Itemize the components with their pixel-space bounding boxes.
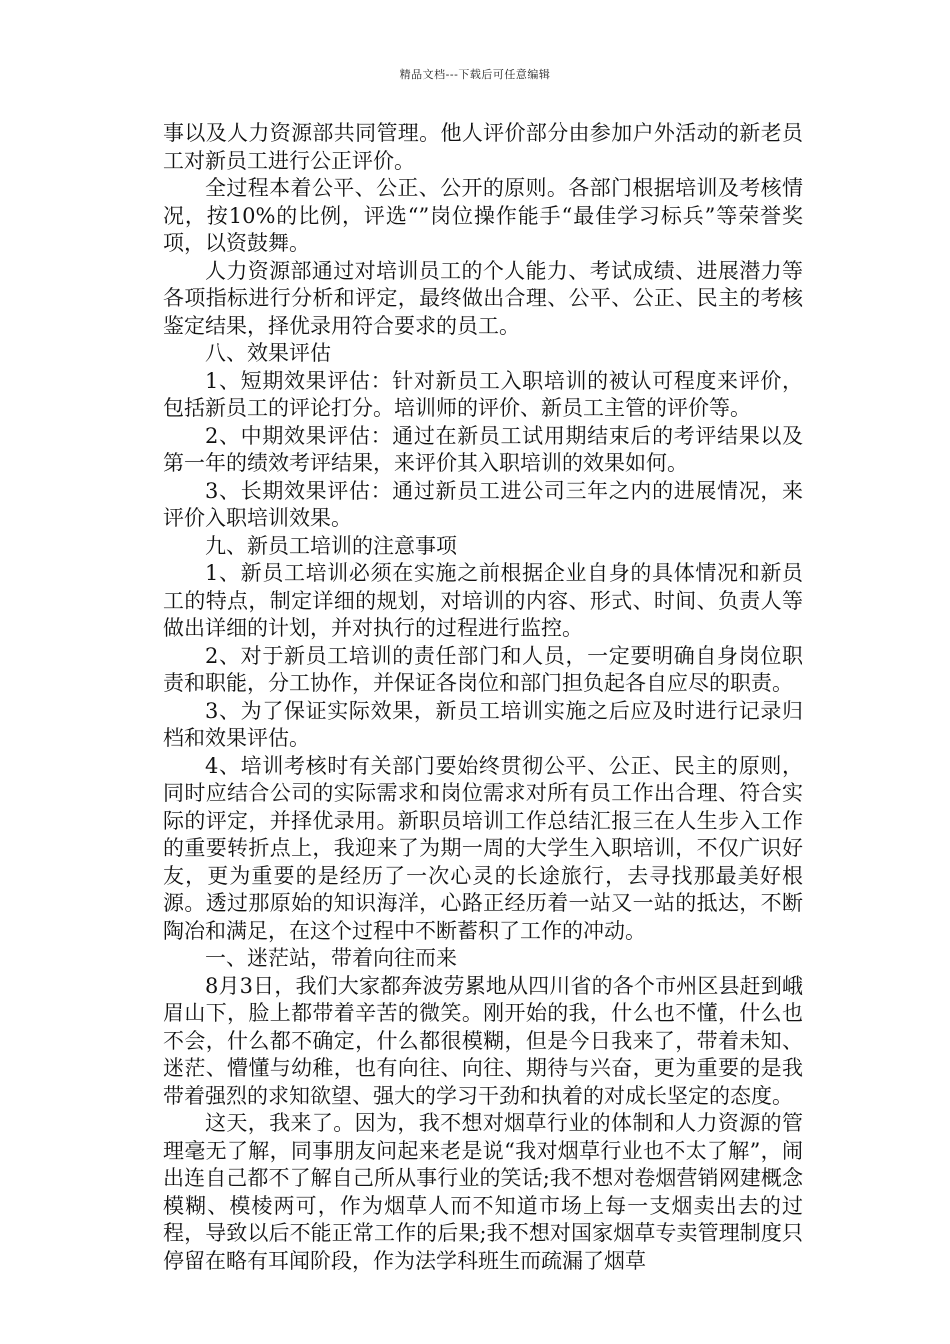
paragraph: 3、为了保证实际效果，新员工培训实施之后应及时进行记录归档和效果评估。 [163,698,803,750]
page-header: 精品文档---下载后可任意编辑 [399,68,551,81]
paragraph: 人力资源部通过对培训员工的个人能力、考试成绩、进展潜力等各项指标进行分析和评定，最终做出合理、公平、公正、民主的考核鉴定结果，择优录用符合要求的员工。 [163,258,803,338]
section-heading: 九、新员工培训的注意事项 [205,533,457,558]
paragraph: 这天，我来了。因为，我不想对烟草行业的体制和人力资源的管理毫无了解，同事朋友问起来老是说“我对烟草行业也不太了解”，闹出连自己都不了解自己所从事行业的笑话;我不想对卷烟营销网建概念模糊、模棱两可，作为烟草人而不知道市场上每一支烟卖出去的过程，导致以后不能正常工作的后果;我不想对国家烟草专卖管理制度只停留在略有耳闻阶段，作为法学科班生而疏漏了烟草 [163,1111,803,1273]
paragraph: 4、培训考核时有关部门要始终贯彻公平、公正、民主的原则，同时应结合公司的实际需求和岗位需求对所有员工作出合理、符合实际的评定，并择优录用。新职员培训工作总结汇报三在人生步入工作的重要转折点上，我迎来了为期一周的大学生入职培训，不仅广识好友，更为重要的是经历了一次心灵的长途旅行，去寻找那最美好根源。透过那原始的知识海洋，心路正经历着一站又一站的抵达，不断陶冶和满足，在这个过程中不断蓄积了工作的冲动。 [163,753,803,943]
section-heading: 八、效果评估 [205,341,331,365]
document-body [163,120,803,1275]
section-heading: 一、迷茫站，带着向往而来 [205,946,457,970]
paragraph: 8月3日，我们大家都奔波劳累地从四川省的各个市州区县赶到峨眉山下，脸上都带着辛苦的微笑。刚开始的我，什么也不懂，什么也不会，什么都不确定，什么都很模糊，但是今日我来了，带着未知、迷茫、懵懂与幼稚，也有向往、向往、期待与兴奋，更为重要的是我带着强烈的求知欲望、强大的学习干劲和执着的对成长坚定的态度。 [163,973,803,1108]
paragraph: 1、新员工培训必须在实施之前根据企业自身的具体情况和新员工的特点，制定详细的规划，对培训的内容、形式、时间、负责人等做出详细的计划，并对执行的过程进行监控。 [163,561,803,640]
paragraph: 1、短期效果评估：针对新员工入职培训的被认可程度来评价，包括新员工的评论打分。培训师的评价、新员工主管的评价等。 [163,368,803,420]
paragraph: 2、对于新员工培训的责任部门和人员，一定要明确自身岗位职责和职能，分工协作，并保证各岗位和部门担负起各自应尽的职责。 [163,643,803,695]
paragraph: 2、中期效果评估：通过在新员工试用期结束后的考评结果以及第一年的绩效考评结果，来评价其入职培训的效果如何。 [163,423,803,475]
paragraph: 3、长期效果评估：通过新员工进公司三年之内的进展情况，来评价入职培训效果。 [163,478,803,530]
paragraph: 事以及人力资源部共同管理。他人评价部分由参加户外活动的新老员工对新员工进行公正评价。 [163,121,803,173]
paragraph: 全过程本着公平、公正、公开的原则。各部门根据培训及考核情况，按10%的比例，评选“”岗位操作能手“最佳学习标兵”等荣誉奖项，以资鼓舞。 [163,176,803,255]
